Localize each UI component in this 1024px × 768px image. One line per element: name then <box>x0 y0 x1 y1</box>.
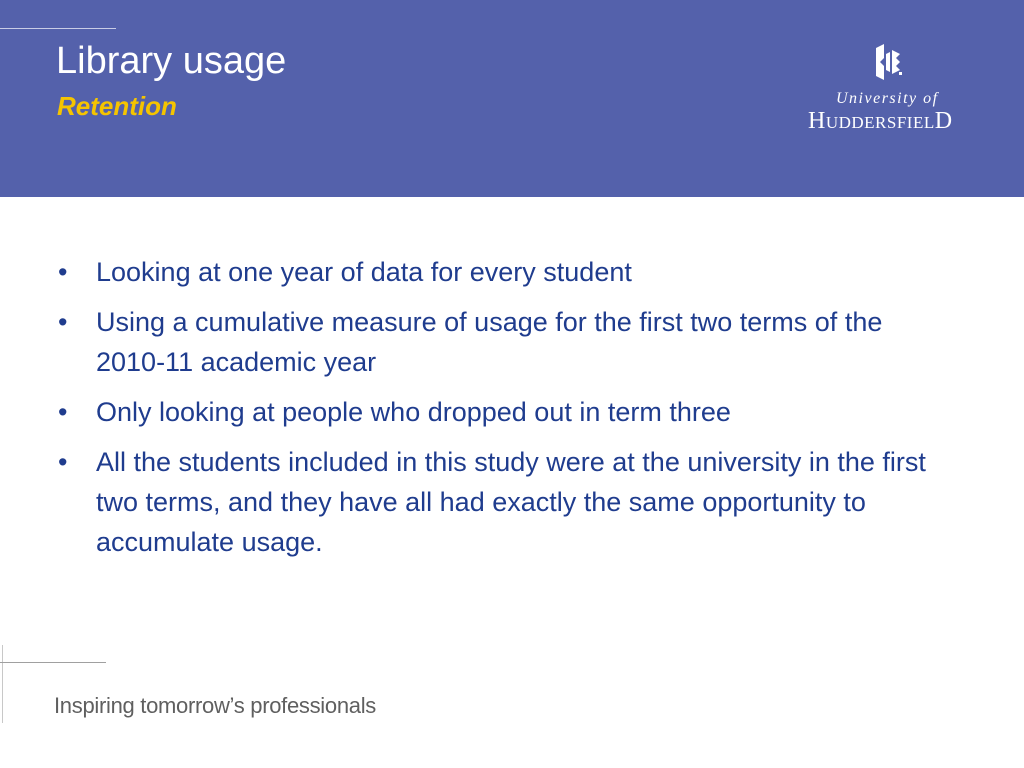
bullet-marker: • <box>58 447 68 477</box>
header-banner <box>0 0 1024 197</box>
bullet-text: Only looking at people who dropped out in term three <box>96 397 731 427</box>
footer-tagline: Inspiring tomorrow’s professionals <box>54 693 376 718</box>
bullet-item <box>58 442 928 562</box>
logo-university-of-text: University of <box>836 90 939 107</box>
bullet-text: Using a cumulative measure of usage for the first two terms of the 2010-11 academic year <box>96 307 883 377</box>
logo-huddersfield-initial: H <box>808 108 826 134</box>
logo-huddersfield-text <box>808 108 953 135</box>
slide-title: Library usage <box>56 40 287 82</box>
bullet-item <box>58 302 928 382</box>
logo-huddersfield-middle: UDDERSFIEL <box>825 113 935 132</box>
bullet-list <box>58 252 928 572</box>
footer-horizontal-divider <box>0 662 106 663</box>
bullet-text: All the students included in this study were at the university in the first two terms, and they have all had exactly the same opportunity to accumulate usage. <box>96 447 926 557</box>
bullet-marker: • <box>58 257 68 287</box>
bullet-item <box>58 252 928 292</box>
university-crest-icon <box>872 42 904 82</box>
bullet-text: Looking at one year of data for every student <box>96 257 632 287</box>
header-divider <box>0 28 116 29</box>
bullet-item <box>58 392 928 432</box>
university-logo <box>806 42 976 138</box>
bullet-marker: • <box>58 307 68 337</box>
logo-huddersfield-final: D <box>934 108 953 134</box>
slide-subtitle: Retention <box>57 91 177 121</box>
bullet-marker: • <box>58 397 68 427</box>
footer-vertical-divider <box>2 645 3 723</box>
